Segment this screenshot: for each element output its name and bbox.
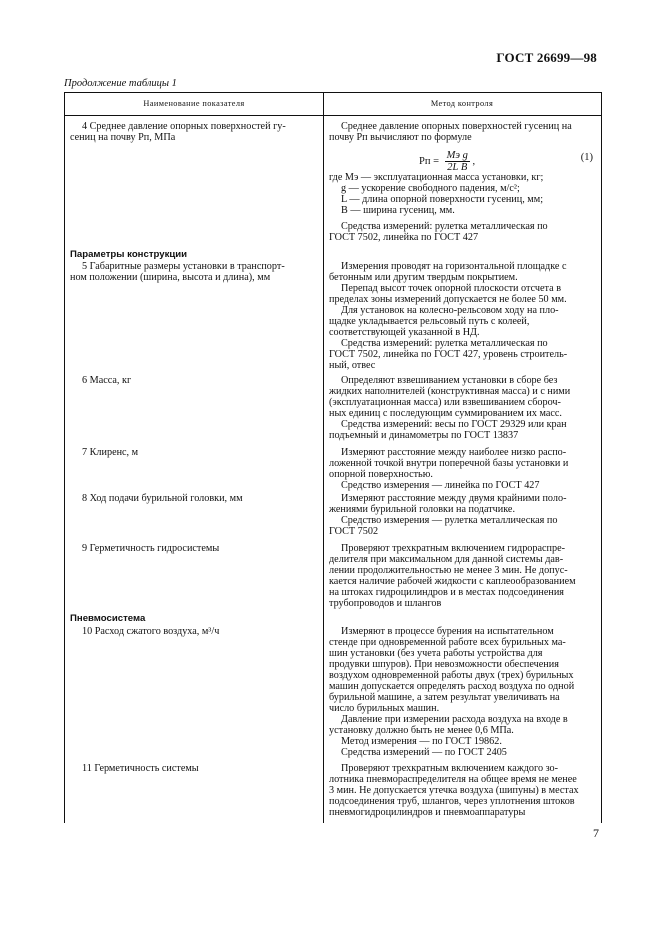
- method-line: кается наличие рабочей жидкости с каплеообразованием: [329, 576, 576, 587]
- row-5-name: [70, 261, 316, 283]
- method-line: Проверяют трехкратным включением каждого зо-: [341, 763, 559, 774]
- legend-line: B — ширина гусениц, мм.: [341, 205, 455, 216]
- method-line: Средство измерения — линейка по ГОСТ 427: [341, 480, 540, 491]
- method-line: трубопроводов и шлангов: [329, 598, 442, 609]
- method-line: пределах зоны измерений допускается не более 50 мм.: [329, 294, 567, 305]
- legend-line: где Mэ — эксплуатационная масса установки, кг;: [329, 172, 544, 183]
- method-line: Измеряют расстояние между двумя крайними поло-: [341, 493, 567, 504]
- method-line: Давление при измерении расхода воздуха на входе в: [341, 714, 568, 725]
- method-line: Измерения проводят на горизонтальной площадке с: [341, 261, 567, 272]
- method-line: пневмогидроцилиндров и пневмоаппаратуры: [329, 807, 526, 818]
- row-9-name-line: 9 Герметичность гидросистемы: [82, 543, 220, 554]
- method-line: жениями бурильной головки на податчике.: [329, 504, 515, 515]
- row-5-method: [329, 261, 593, 371]
- method-line: опорной поверхностью.: [329, 469, 433, 480]
- method-line: Проверяют трехкратным включением гидрораспре-: [341, 543, 565, 554]
- method-line: Определяют взвешиванием установки в сборе без: [341, 375, 558, 386]
- method-line: бетонным или другим твердым покрытием.: [329, 272, 518, 283]
- row-8-name-line: 8 Ход подачи бурильной головки, мм: [82, 493, 243, 504]
- table-continuation-caption: Продолжение таблицы 1: [64, 78, 177, 89]
- row-4-method: [329, 121, 593, 243]
- row-6-method: [329, 375, 593, 441]
- formula-lhs: Pп =: [419, 155, 440, 167]
- section-construction: Параметры конструкции: [70, 249, 188, 260]
- method-line: Средство измерения — рулетка металлическая по: [341, 515, 558, 526]
- row-5-name-line: ном положении (ширина, высота и длина), мм: [70, 272, 271, 283]
- method-line: соответствующей указанной в НД.: [329, 327, 480, 338]
- method-line: ных единиц с последующим суммированием их масс.: [329, 408, 562, 419]
- method-line: ГОСТ 7502, линейка по ГОСТ 427: [329, 232, 479, 243]
- method-line: жидких наполнителей (конструктивная масса) и с ними: [329, 386, 571, 397]
- row-7-name: [70, 447, 316, 458]
- method-line: почву Pп вычисляют по формуле: [329, 132, 472, 143]
- method-line: продувки шпуров). При невозможности обеспечения: [329, 659, 559, 670]
- method-line: Метод измерения — по ГОСТ 19862.: [341, 736, 502, 747]
- row-9-name: [70, 543, 316, 554]
- row-11-name: [70, 763, 316, 774]
- row-9-method: [329, 543, 593, 609]
- method-line: подъемный и динамометры по ГОСТ 13837: [329, 430, 519, 441]
- method-line: ный, отвес: [329, 360, 376, 371]
- row-7-name-line: 7 Клиренс, м: [82, 447, 139, 458]
- row-7-method: [329, 447, 593, 491]
- row-10-name: [70, 626, 316, 637]
- method-line: Среднее давление опорных поверхностей гусениц на: [341, 121, 572, 132]
- method-line: Средства измерений: рулетка металлическая по: [341, 221, 548, 232]
- row-10-name-line: 10 Расход сжатого воздуха, м³/ч: [82, 626, 220, 637]
- method-line: Измеряют расстояние между наиболее низко распо-: [341, 447, 567, 458]
- section-pneumo: Пневмосистема: [70, 613, 146, 624]
- formula-legend: [329, 172, 593, 216]
- row-4-name: [70, 121, 316, 143]
- table-header: [65, 93, 601, 116]
- row-11-method: [329, 763, 593, 818]
- column-divider: [323, 93, 324, 823]
- method-line: Средства измерений: рулетка металлическая по: [341, 338, 548, 349]
- row-4-name-line: сениц на почву Pп, МПа: [70, 132, 176, 143]
- formula-numerator: Mэ g: [446, 150, 468, 161]
- method-line: лении продолжительностью не менее 3 мин. Не допус-: [329, 565, 568, 576]
- column-header-name: Наименование показателя: [143, 99, 245, 108]
- row-8-method: [329, 493, 593, 537]
- method-line: Средства измерений — по ГОСТ 2405: [341, 747, 507, 758]
- method-line: подсоединения труб, шлангов, через уплотнения штоков: [329, 796, 575, 807]
- method-line: лотника пневмораспределителя на общее время не менее: [329, 774, 577, 785]
- method-line: Измеряют в процессе бурения на испытательном: [341, 626, 554, 637]
- method-line: машин допускается определять расход воздуха по одной: [329, 681, 575, 692]
- method-line: бурильной машине, а затем результат увеличивать на: [329, 692, 560, 703]
- specification-table: [64, 92, 602, 823]
- method-line: щадке укладывается рельсовый путь с колеей,: [329, 316, 530, 327]
- formula-tail: ,: [472, 155, 476, 167]
- row-4-name-line: 4 Среднее давление опорных поверхностей гу-: [82, 121, 286, 132]
- method-line: установку должно быть не менее 0,6 МПа.: [329, 725, 514, 736]
- method-line: стенде при одновременной работе всех бурильных ма-: [329, 637, 566, 648]
- method-line: делителя при максимальном для данной системы дав-: [329, 554, 564, 565]
- method-line: воздухом одновременной работы двух (трех) бурильных: [329, 670, 574, 681]
- row-6-name-line: 6 Масса, кг: [82, 375, 132, 386]
- method-line: ГОСТ 7502: [329, 526, 379, 537]
- row-11-name-line: 11 Герметичность системы: [82, 763, 199, 774]
- method-line: (эксплуатационная масса) или взвешиванием сбороч-: [329, 397, 561, 408]
- method-line: на штоках гидроцилиндров и в местах подсоединения: [329, 587, 564, 598]
- legend-line: g — ускорение свободного падения, м/с²;: [341, 183, 520, 194]
- standard-header: ГОСТ 26699—98: [496, 50, 597, 65]
- legend-line: L — длина опорной поверхности гусениц, мм;: [341, 194, 544, 205]
- method-line: число бурильных машин.: [329, 703, 440, 714]
- formula-number: (1): [580, 152, 593, 163]
- formula-expression: [419, 150, 475, 173]
- method-line: шин установки (без учета работы устройства для: [329, 648, 543, 659]
- row-6-name: [70, 375, 316, 386]
- method-line: Перепад высот точек опорной плоскости отсчета в: [341, 283, 562, 294]
- formula-fraction: [445, 150, 470, 173]
- method-line: Средства измерений: весы по ГОСТ 29329 или кран: [341, 419, 567, 430]
- row-8-name: [70, 493, 316, 504]
- page-number: 7: [593, 826, 599, 840]
- method-line: 3 мин. Не допускается утечка воздуха (шипуны) в местах: [329, 785, 579, 796]
- method-line: ГОСТ 7502, линейка по ГОСТ 427, уровень строитель-: [329, 349, 568, 360]
- formula-denominator: 2L B: [447, 162, 468, 173]
- method-line: Для установок на колесно-рельсовом ходу на пло-: [341, 305, 559, 316]
- row-5-name-line: 5 Габаритные размеры установки в транспорт-: [82, 261, 285, 272]
- method-line: ложенной точкой внутри поперечной базы установки и: [329, 458, 569, 469]
- formula-1: [329, 144, 593, 173]
- row-10-method: [329, 626, 593, 758]
- column-header-method: Метод контроля: [430, 99, 494, 108]
